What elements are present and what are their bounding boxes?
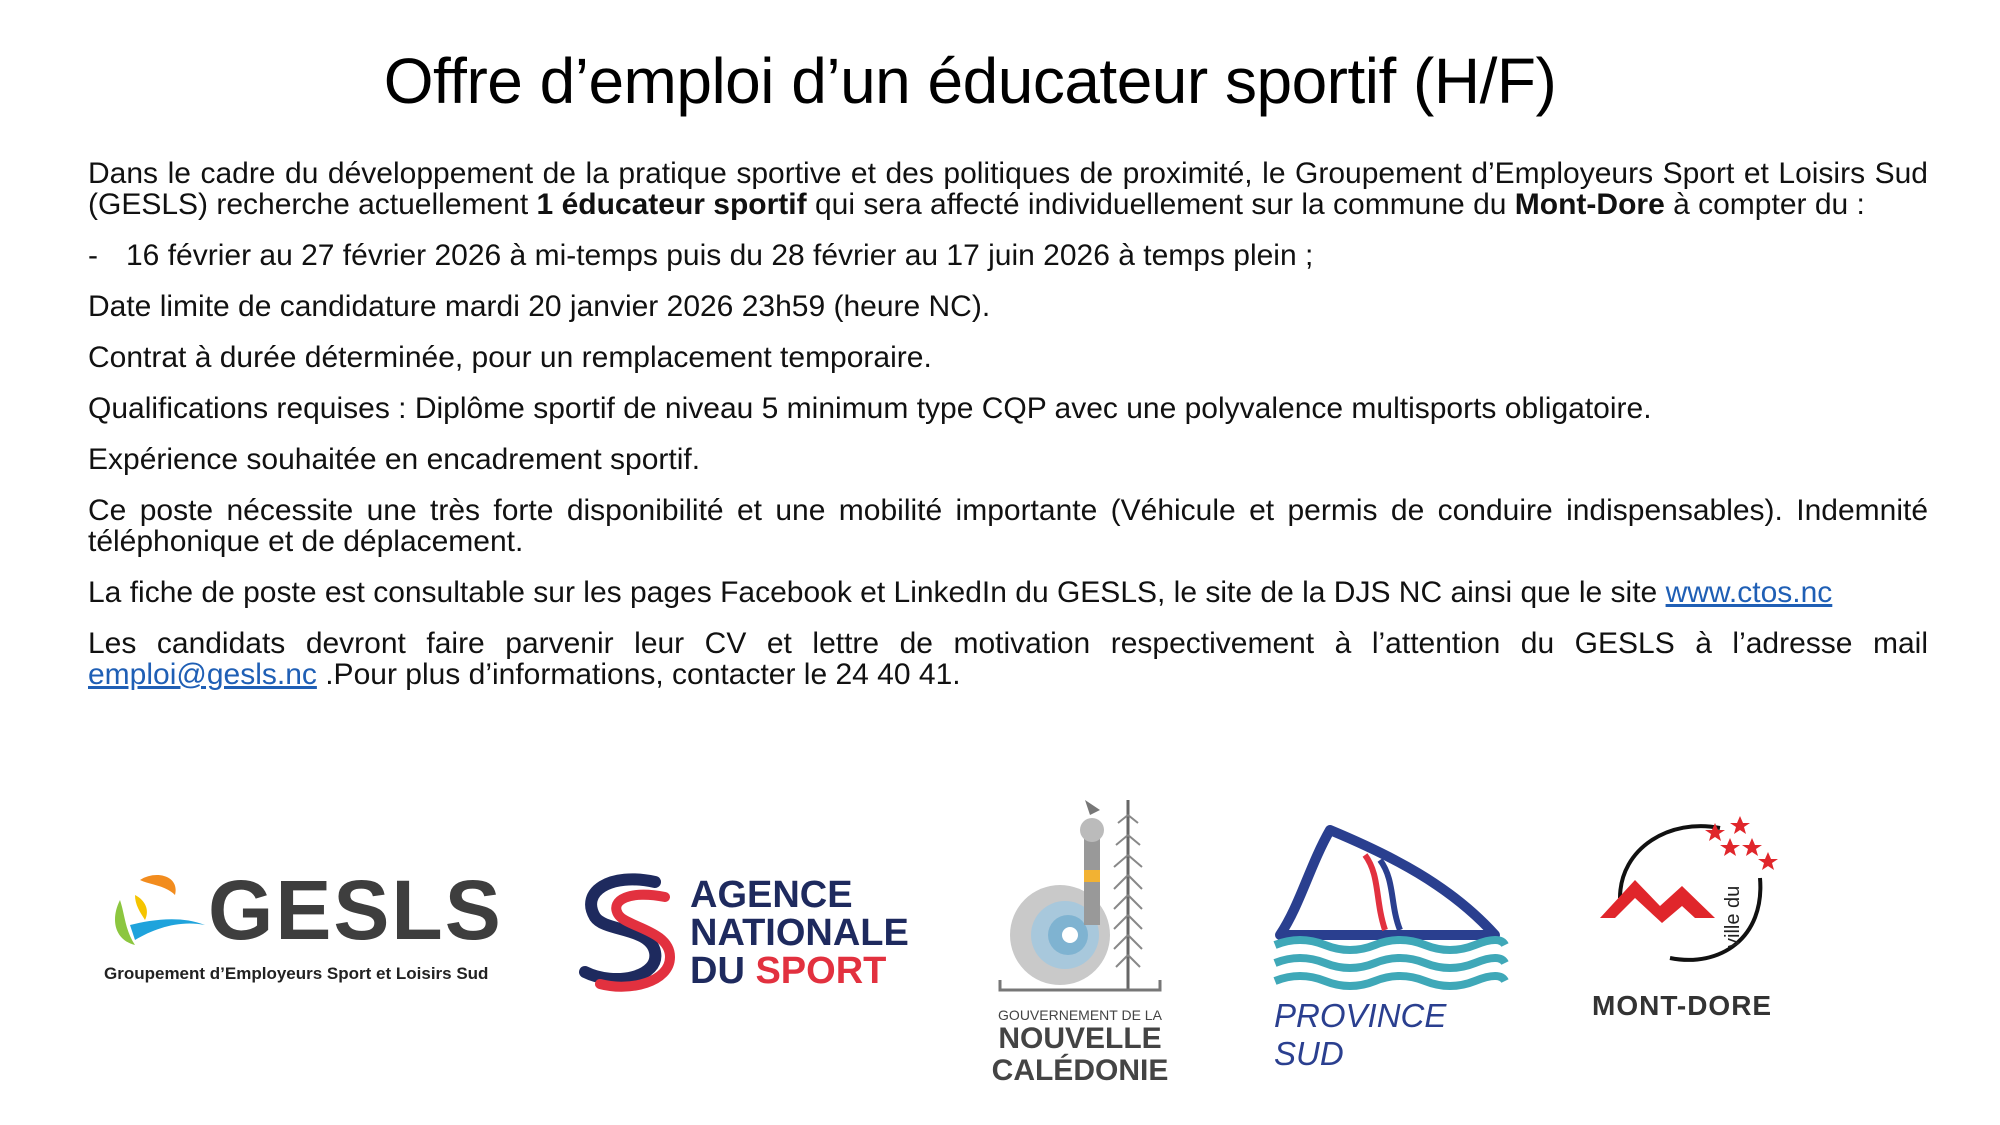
ans-wordmark — [690, 876, 909, 990]
nc-line-3: CALÉDONIE — [991, 1054, 1169, 1087]
gesls-wordmark: GESLS — [208, 863, 503, 957]
ctos-link[interactable]: www.ctos.nc — [1665, 576, 1833, 609]
province-sud-logo — [1270, 825, 1510, 1072]
candidature-paragraph — [88, 628, 1928, 690]
experience-paragraph: Expérience souhaitée en encadrement sportif. — [88, 443, 701, 476]
contract-paragraph: Contrat à durée déterminée, pour un remplacement temporaire. — [88, 341, 932, 374]
province-sud-wordmark: PROVINCE SUD — [1274, 997, 1447, 1072]
intro-commune: Mont-Dore — [1514, 188, 1665, 221]
gesls-subtitle: Groupement d’Employeurs Sport et Loisirs Sud — [104, 964, 489, 983]
bullet-dash: - — [88, 239, 98, 272]
ans-line-3-sport: SPORT — [755, 950, 887, 992]
nc-government-logo — [980, 785, 1180, 1095]
job-description — [88, 158, 1928, 710]
intro-paragraph — [88, 158, 1928, 220]
mont-dore-emblem-icon — [1590, 808, 1790, 988]
ans-line-3 — [690, 952, 909, 990]
intro-text: Dans le cadre du développement de la pratique sportive et des politiques de proximité, le Groupement d’Employeurs Sport et Loisirs Sud (GESLS) recherche actuellement — [88, 157, 1928, 221]
nc-line-2: NOUVELLE — [998, 1022, 1162, 1055]
ans-s-icon — [570, 872, 680, 992]
deadline-paragraph: Date limite de candidature mardi 20 janvier 2026 23h59 (heure NC). — [88, 290, 991, 323]
availability-paragraph: Ce poste nécessite une très forte disponibilité et une mobilité importante (Véhicule et permis de conduire indispensables). Indemnité téléphonique et de déplacement. — [88, 494, 1928, 558]
candidature-text: Les candidats devront faire parvenir leur CV et lettre de motivation respectivement à l’attention du GESLS à l’adresse mail — [88, 627, 1928, 660]
gesls-logo — [100, 862, 503, 992]
intro-text-2: qui sera affecté individuellement sur la commune du — [806, 188, 1515, 221]
mont-dore-ville-label: ville du — [1722, 885, 1744, 948]
period-text: 16 février au 27 février 2026 à mi-temps puis du 28 février au 17 juin 2026 à temps plein ; — [126, 239, 1314, 272]
mont-dore-wordmark: MONT-DORE — [1592, 990, 1773, 1021]
nc-emblem-icon — [980, 785, 1180, 1005]
nc-wordmark — [984, 1007, 1176, 1087]
nc-line-1: GOUVERNEMENT DE LA — [998, 1007, 1162, 1023]
page-title: Offre d’emploi d’un éducateur sportif (H/F) — [383, 45, 1557, 117]
qualifications-paragraph: Qualifications requises : Diplôme sportif de niveau 5 minimum type CQP avec une polyvalence multisports obligatoire. — [88, 392, 1652, 425]
intro-text-3: à compter du : — [1664, 188, 1865, 221]
contact-text: .Pour plus d’informations, contacter le 24 40 41. — [316, 658, 961, 691]
province-sud-emblem-icon — [1270, 825, 1510, 995]
fiche-paragraph — [88, 577, 1928, 608]
ans-line-1: AGENCE — [690, 874, 853, 916]
ans-line-2: NATIONALE — [690, 912, 909, 954]
mont-dore-logo — [1590, 808, 1790, 1028]
gesls-emblem-icon — [100, 870, 210, 970]
period-bullet — [88, 240, 1928, 271]
ans-line-3-du: DU — [690, 950, 756, 992]
fiche-text: La fiche de poste est consultable sur les pages Facebook et LinkedIn du GESLS, le site de la DJS NC ainsi que le site — [88, 576, 1666, 609]
intro-position: 1 éducateur sportif — [536, 188, 807, 221]
email-link[interactable]: emploi@gesls.nc — [88, 658, 317, 691]
ans-logo — [570, 872, 920, 1002]
